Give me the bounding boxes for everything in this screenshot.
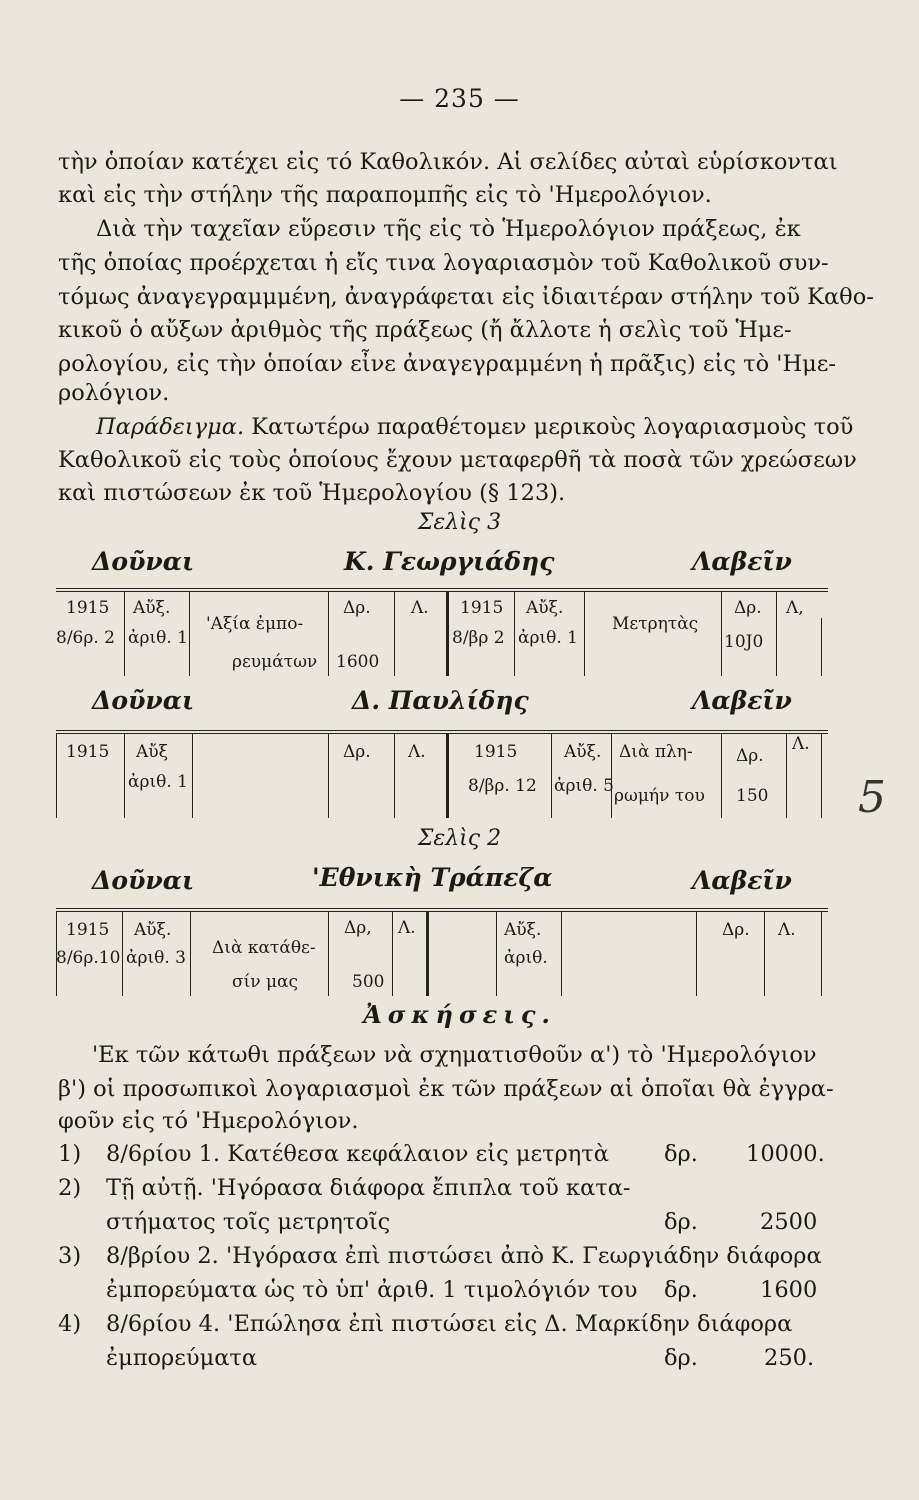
- cell-date: 8/6ρ. 2: [56, 628, 115, 648]
- ledger-table: [56, 908, 828, 1000]
- ledger-table: [56, 730, 828, 822]
- cell-dr-header: Δρ.: [734, 598, 762, 618]
- ledger-page-ref: Σελὶς 2: [417, 826, 502, 851]
- cell-amount: 500: [352, 972, 385, 992]
- cell-amount: 1600: [336, 652, 380, 672]
- cell-year: 1915: [66, 920, 110, 940]
- cell-dr-header: Δρ.: [722, 920, 750, 940]
- intro-line: κικοῦ ὁ αὔξων ἀριθμὸς τῆς πράξεως (ἤ ἄλλοτε ἡ σελὶς τοῦ Ἡμε-: [58, 317, 792, 343]
- exercise-unit: δρ.: [664, 1141, 698, 1167]
- credit-label: Λαβεῖν: [692, 686, 792, 715]
- exercise-amount: 10000.: [746, 1141, 825, 1167]
- account-name: Δ. Παυλίδης: [352, 686, 529, 715]
- exercise-unit: δρ.: [664, 1209, 698, 1235]
- cell-amount: 10J0: [724, 632, 764, 652]
- intro-line: τόμως ἀναγεγραμμμένη, ἀναγράφεται εἰς ἰδιαιτέραν στήλην τοῦ Καθο-: [58, 284, 874, 310]
- intro-line: καὶ εἰς τὴν στήλην τῆς παραπομπῆς εἰς τὸ 'Ημερολόγιον.: [58, 182, 712, 208]
- cell-serial-header: Αὔξ.: [564, 742, 602, 762]
- exercise-intro-line: β') οἱ προσωπικοὶ λογαριασμοὶ ἐκ τῶν πράξεων αἱ ὁποῖαι θὰ ἐγγρα-: [58, 1076, 834, 1102]
- cell-dr-header: Δρ.: [736, 746, 764, 766]
- cell-year: 1915: [66, 742, 110, 762]
- example-label: Παράδειγμα.: [96, 414, 245, 440]
- debit-label: Δοῦναι: [92, 547, 195, 576]
- exercise-amount: 2500: [760, 1209, 818, 1235]
- intro-line: ρολόγιον.: [58, 380, 170, 406]
- cell-date: 8/βρ. 12: [468, 776, 537, 796]
- cell-serial: ἀριθ. 1: [128, 628, 188, 648]
- cell-year: 1915: [460, 598, 504, 618]
- exercise-number: 2): [58, 1175, 82, 1201]
- credit-label: Λαβεῖν: [692, 866, 792, 895]
- ledger-page-ref: Σελὶς 3: [417, 510, 502, 535]
- exercise-number: 3): [58, 1243, 82, 1269]
- cell-l-header: Λ.: [792, 734, 810, 754]
- cell-description: 'Αξία ἐμπο-: [206, 614, 304, 634]
- account-name: 'Εθνικὴ Τράπεζα: [312, 863, 553, 892]
- exercises-title: Ἀσκήσεις.: [363, 1000, 556, 1029]
- cell-serial-header: Αὔξ.: [134, 920, 172, 940]
- cell-l-header: Λ.: [411, 598, 429, 618]
- cell-serial-header: Αὔξ.: [133, 598, 171, 618]
- exercise-text: στήματος τοῖς μετρητοῖς: [106, 1209, 391, 1235]
- cell-description: ρευμάτων: [232, 652, 318, 672]
- exercise-text: 8/6ρίου 4. 'Επώλησα ἐπὶ πιστώσει εἰς Δ. Μαρκίδην διάφορα: [106, 1311, 793, 1337]
- cell-dr-header: Δρ.: [343, 598, 371, 618]
- cell-description: Διὰ κατάθε-: [212, 938, 316, 958]
- debit-label: Δοῦναι: [92, 686, 195, 715]
- margin-pencil-mark: 5: [858, 772, 886, 823]
- cell-dr-header: Δρ,: [344, 918, 372, 938]
- cell-date: 8/βρ 2: [452, 628, 505, 648]
- cell-serial: ἀριθ. 5: [554, 776, 614, 796]
- cell-serial-header: Αὔξ: [136, 742, 168, 762]
- debit-label: Δοῦναι: [92, 866, 195, 895]
- exercise-intro-line: 'Εκ τῶν κάτωθι πράξεων νὰ σχηματισθοῦν α') τὸ 'Ημερολόγιον: [92, 1042, 817, 1068]
- cell-description: Μετρητὰς: [612, 614, 699, 634]
- exercise-text: ἐμπορεύματα: [106, 1345, 258, 1371]
- cell-amount: 150: [736, 786, 769, 806]
- cell-serial: ἀριθ. 3: [126, 948, 186, 968]
- cell-description: ρωμήν του: [614, 786, 705, 806]
- cell-description: σίν μας: [232, 972, 299, 992]
- cell-dr-header: Δρ.: [343, 742, 371, 762]
- example-line: καὶ πιστώσεων ἐκ τοῦ Ἡμερολογίου (§ 123).: [58, 480, 566, 506]
- intro-line: τὴν ὁποίαν κατέχει εἰς τό Καθολικόν. Αἱ σελίδες αὐταὶ εὑρίσκονται: [58, 149, 838, 175]
- intro-line: τῆς ὁποίας προέρχεται ἡ εἴς τινα λογαριασμὸν τοῦ Καθολικοῦ συν-: [58, 250, 829, 276]
- exercise-amount: 250.: [764, 1345, 815, 1371]
- exercise-text: 8/βρίου 2. 'Ηγόρασα ἐπὶ πιστώσει ἀπὸ Κ. Γεωργιάδην διάφορα: [106, 1243, 822, 1269]
- cell-serial: ἀριθ. 1: [128, 772, 188, 792]
- cell-year: 1915: [474, 742, 518, 762]
- account-name: Κ. Γεωργιάδης: [344, 547, 555, 576]
- cell-l-header: Λ,: [786, 598, 804, 618]
- exercise-intro-line: φοῦν εἰς τό 'Ημερολόγιον.: [58, 1108, 359, 1134]
- example-paragraph: [96, 412, 876, 442]
- cell-serial-header: Αὔξ.: [504, 920, 542, 940]
- cell-serial-header: Αὔξ.: [526, 598, 564, 618]
- exercise-number: 1): [58, 1141, 82, 1167]
- example-line: Καθολικοῦ εἰς τοὺς ὁποίους ἔχουν μεταφερθῆ τὰ ποσὰ τῶν χρεώσεων: [58, 447, 857, 473]
- cell-serial: ἀριθ. 1: [518, 628, 578, 648]
- intro-line: Διὰ τὴν ταχεῖαν εὕρεσιν τῆς εἰς τὸ Ἡμερολόγιον πράξεως, ἐκ: [96, 216, 801, 242]
- ledger-table: [56, 588, 828, 680]
- exercise-unit: δρ.: [664, 1345, 698, 1371]
- cell-date: 8/6ρ.10: [56, 948, 121, 968]
- page-number: — 235 —: [399, 84, 520, 113]
- exercise-text: Τῇ αὐτῇ. 'Ηγόρασα διάφορα ἔπιπλα τοῦ κατα-: [106, 1175, 631, 1201]
- credit-label: Λαβεῖν: [692, 547, 792, 576]
- cell-l-header: Λ.: [398, 918, 416, 938]
- exercise-amount: 1600: [760, 1277, 818, 1303]
- exercise-unit: δρ.: [664, 1277, 698, 1303]
- cell-l-header: Λ.: [778, 920, 796, 940]
- cell-serial: ἀριθ.: [504, 948, 548, 968]
- exercise-text: ἐμπορεύματα ὡς τὸ ὑπ' ἀριθ. 1 τιμολόγιόν του: [106, 1277, 638, 1303]
- exercise-text: 8/6ρίου 1. Κατέθεσα κεφάλαιον εἰς μετρητὰ: [106, 1141, 609, 1167]
- exercise-number: 4): [58, 1311, 82, 1337]
- example-line: Κατωτέρω παραθέτομεν μερικοὺς λογαριασμοὺς τοῦ: [251, 414, 854, 440]
- cell-description: Διὰ πλη-: [619, 742, 693, 762]
- cell-l-header: Λ.: [408, 742, 426, 762]
- cell-year: 1915: [66, 598, 110, 618]
- intro-line: ρολογίου, εἰς τὴν ὁποίαν εἶνε ἀναγεγραμμένη ἡ πρᾶξις) εἰς τὸ 'Ημε-: [58, 351, 836, 377]
